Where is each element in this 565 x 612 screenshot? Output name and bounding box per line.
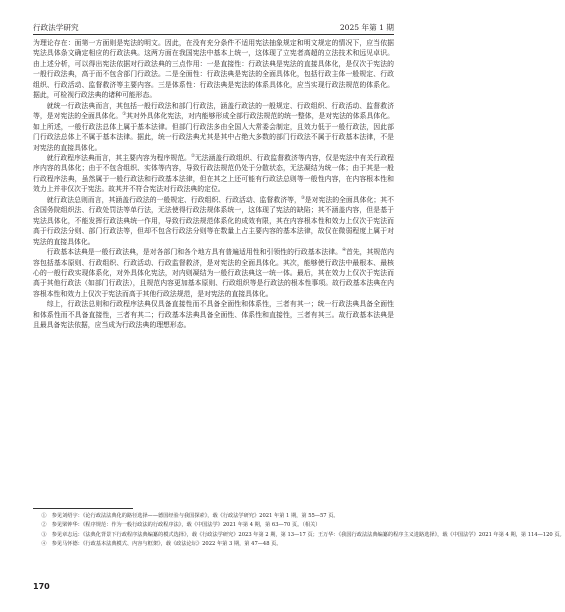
page-number: 170 — [33, 582, 50, 591]
footnotes — [33, 512, 565, 550]
footnote-ref-3: ③ — [300, 195, 305, 201]
paragraph-2: 就统一行政法典而言，其包括一般行政法和部门行政法，涵盖行政法的一般规定、行政组织、行政活动、监督救济等，是对宪法的全面具体化。①其对外具体化宪法，对内能够形成全部行政法规范的统一整体，是对宪法的体系具体化。如上所述，一般行政法总体上属于基本法律。但部门行政法多由全国人大常委会制定，且效力低于一般行政法，因此部门行政法总体上不属于基本法律。据此，统一行政法典尤其是其中占绝大多数的部门行政法不属于行政基本法律，不是对宪法的直接具体化。 — [33, 101, 394, 152]
journal-title: 行政法学研究 — [33, 23, 79, 33]
paragraph-1: 为理论存在：面第一方面则是宪法的明文。因此，在没有充分条件不适用宪法抽象规定和明文规定的情况下，应当依据宪法具体条文确定相应的行政法典。这两方面在我国宪法中基本上统一，这体现了立宪者高超的立法技术和远见卓识。由上述分析，可以得出宪法依据对行政法典的三点作用：一是直接性：行政法典是宪法的直接具体化，是仅次于宪法的一般行政法典，高于而不包含部门行政法。二是全面性：行政法典是宪法的全面具体化，包括行政主体一般规定、行政组织、行政活动、监督救济等主要内容。三是体系性：行政法典是宪法的体系具体化，应当实现行政法规范的体系化。据此，可检视行政法典的诸种可能形态。 — [33, 39, 394, 100]
footnote-ref-4: ④ — [342, 248, 346, 254]
footnote-2: ② 参见梁钟华：《程序规范：作为一般行政法的行政程序法》，载《中国法学》2021 年第 4 期，第 63—70 页。（相关） — [41, 522, 321, 529]
issue-label: 2025 年第 1 期 — [339, 23, 394, 33]
main-text — [33, 38, 394, 331]
paragraph-5: 行政基本法典是一般行政法典，是对各部门和各个地方具有普遍适用性和引领性的行政基本法律。④首先，其规范内容包括基本原则、行政组织、行政活动、行政监督救济，是对宪法的全面具体化。其次，能够使行政法中最根本、最核心的一般行政实现体系化，对外具体化宪法，对内则凝结为一般行政法典这一统一体。最后，其在效力上仅次于宪法而高于其他行政法（如部门行政法），且规范内容更加基本原则、行政组织等是行政法的根本性事项。故行政基本法典在内容根本性和效力上仅次于宪法而高于其他行政法规范，是对宪法的直接具体化。 — [33, 248, 394, 298]
running-header — [33, 18, 394, 35]
footnote-ref-2: ② — [190, 153, 195, 159]
paragraph-6: 综上，行政法总则和行政程序法典仅具备直接性而不具备全面性和体系性，三者有其一；统一行政法典具备全面性和体系性而不具备直接性，三者有其二；行政基本法典具备全面性、体系性和直接性，三者有其三。故行政基本法典是且最具备宪法依据，应当成为行政法典的理想形态。 — [33, 300, 394, 330]
footnote-divider — [33, 508, 133, 509]
footnote-ref-1: ① — [122, 112, 127, 118]
footnote-3: ③ 参见章志远：《法典化背景下行政程序法典编纂的模式选择》，载《行政法学研究》2023 年第 2 期，第 13—17 页；王万华：《我国行政法法典编纂的程序主义进路选择》，载《中国法学》2021 年第 4 期，第 114—120 页。 — [41, 531, 565, 538]
paragraph-3: 就行政程序法典而言，其主要内容为程序规范。②无法涵盖行政组织、行政监督救济等内容，仅是宪法中有关行政程序内容的具体化；由于不包含组织、实体等内容，导致行政法规范仍处于分散状态，无法凝结为统一体；由于其是一般行政程序法典，虽然属于一般行政法和行政基本法律，但在其之上还可能有行政法总则等一般性内容，在内容根本性和效力上并非仅次于宪法。故其并不符合宪法对行政法典的定位。 — [33, 153, 394, 194]
footnote-1: ① 参见刘绍宇：《论行政法法典化的路径选择——德国经验与我国探索》，载《行政法学研究》2021 年第 1 期，第 55—57 页。 — [41, 513, 339, 519]
paragraph-4: 就行政法总则而言，其涵盖行政法的一般规定、行政组织、行政活动、监督救济等，③是对宪法的全面具体化；其不含国务院组织法、行政处罚法等单行法，无法使得行政法规体系统一，这体现了宪法的缺陷；其不涵盖内容，但是基于宪法具体化，不能发挥行政法典统一作用，导致行政法规范体系化的成效有限，其在内容根本性和效力上仅次于宪法而高于行政法分则、部门行政法等，但却不包含行政法分则等在数量上占主要内容的基本法律，故仅在微弱程度上属于对宪法的直接具体化。 — [33, 195, 394, 246]
footnote-4: ④ 参见马怀德：《行政基本法典模式、内容与框架》，载《政法论坛》2022 年第 3 期，第 47—48 页。 — [41, 541, 282, 548]
